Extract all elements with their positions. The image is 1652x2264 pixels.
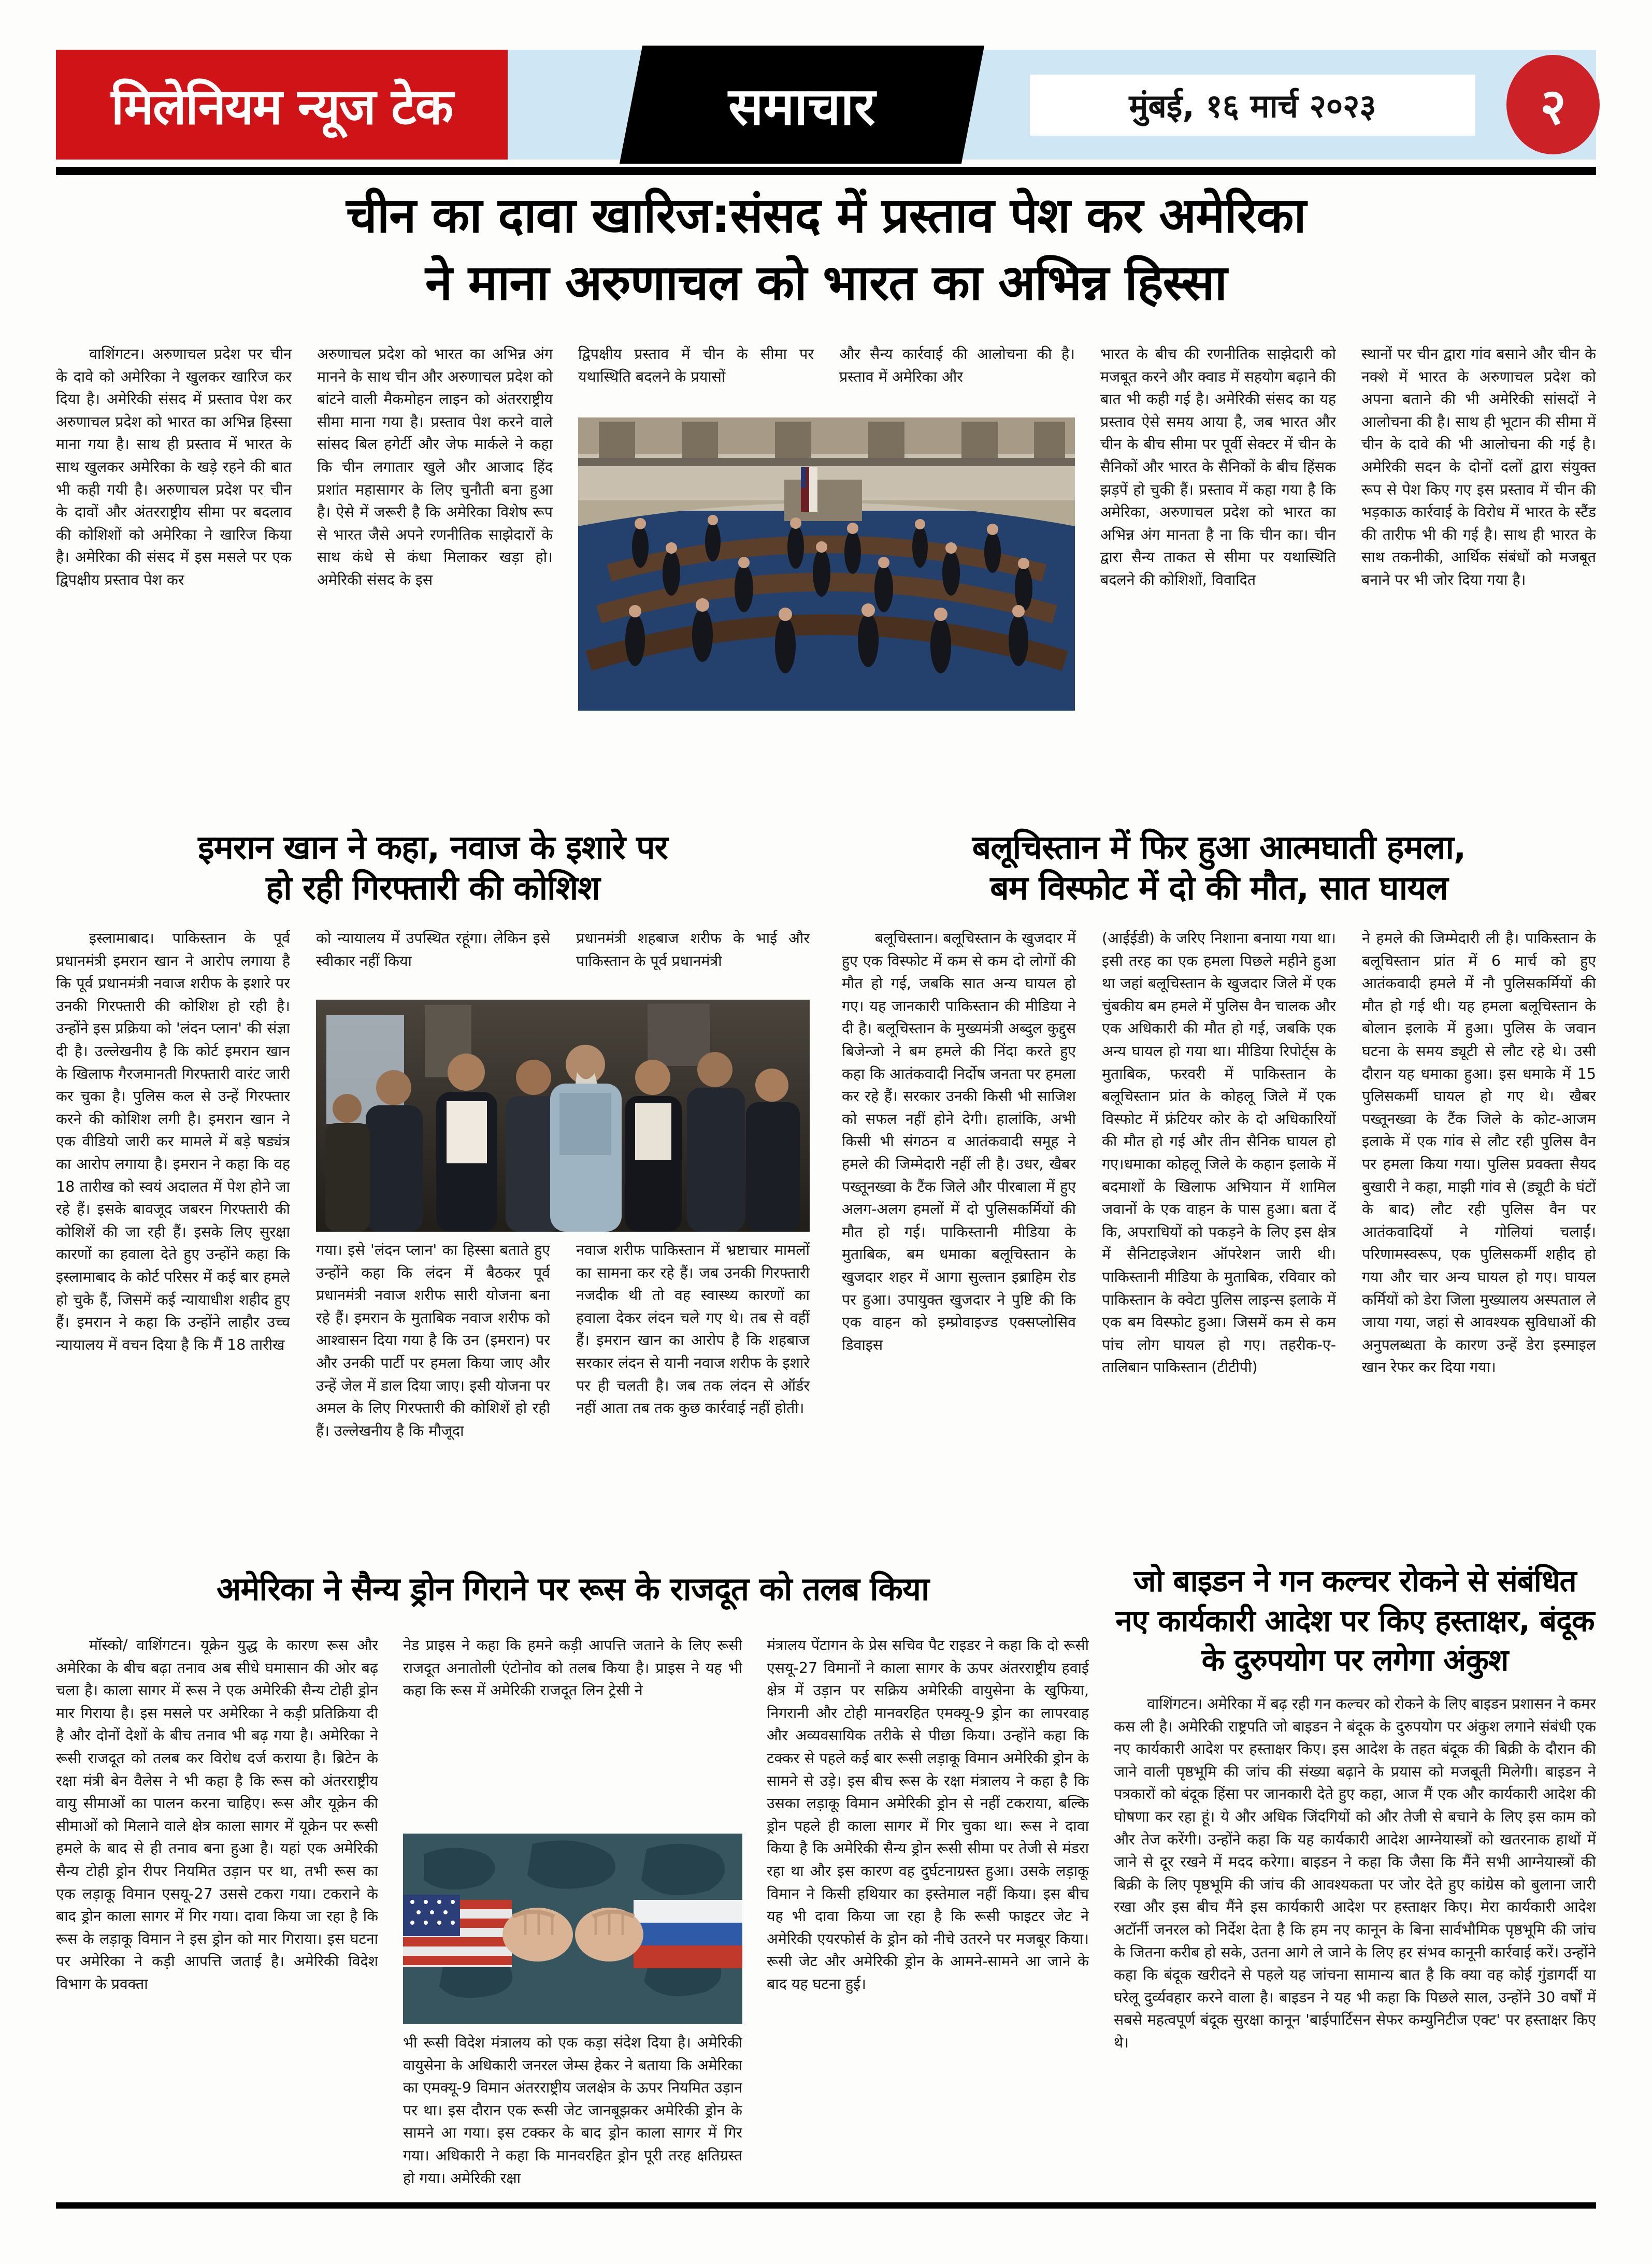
biden-headline-line2: नए कार्यकारी आदेश पर किए हस्ताक्षर, बंदूक (1115, 1603, 1594, 1638)
page-bottom-rule (56, 2202, 1596, 2209)
baloch-headline-line1: बलूचिस्तान में फिर हुआ आत्मघाती हमला, (972, 829, 1466, 867)
imran-headline (56, 828, 810, 909)
masthead-rule (56, 167, 1596, 175)
baloch-headline-line2: बम विस्फोट में दो की मौत, सात घायल (990, 869, 1448, 908)
imran-photo (316, 1000, 810, 1232)
baloch-column-2: (आईईडी) के जरिए निशाना बनाया गया था। इसी तरह का एक हमला पिछले महीने हुआ था जहां बलूचिस्तान के खुजदार जिले में एक चुंबकीय बम हमले में पुलिस वैन चालक और एक अधिकारी की मौत हो गई, जबकि एक अन्य घायल हो गया था। मीडिया रिपोर्ट्स के मुताबिक, फरवरी में पाकिस्तान के बलूचिस्तान प्रांत के कोहलू जिले में एक विस्फोट में फ्रंटियर कोर के दो अधिकारियों की मौत हो गई और तीन सैनिक घायल हो गए।धमाका कोहलू जिले के कहान इलाके में बदमाशों के खिलाफ अभियान में शामिल जवानों के एक वाहन के पास हुआ। बता दें कि, अपराधियों को पकड़ने के लिए इस क्षेत्र में सैनिटाइजेशन ऑपरेशन जारी थी। पाकिस्तानी मीडिया के मुताबिक, रविवार को पाकिस्तान के क्वेटा पुलिस लाइन्स इलाके में एक बम विस्फोट हुआ। जिसमें कम से कम पांच लोग घायल हो गए। तहरीक-ए-तालिबान पाकिस्तान (टीटीपी) (1102, 930, 1336, 1376)
lead-headline (56, 182, 1596, 316)
baloch-column-3: ने हमले की जिम्मेदारी ली है। पाकिस्तान के बलूचिस्तान प्रांत में 6 मार्च को हुए आतंकवादी हमले में नौ पुलिसकर्मियों की मौत हो गई थी। यह हमला बलूचिस्तान के बोलान इलाके में हुआ। पुलिस के जवान घटना के समय ड्यूटी से लौट रहे थे। उसी दौरान यह धमाका हुआ। इस धमाके में 15 पुलिसकर्मी घायल हो गए थे। खैबर पख्तूनख्वा के टैंक जिले के कोट-आजम इलाके में एक गांव से लौट रही पुलिस वैन पर हमला किया गया। पुलिस प्रवक्ता सैयद बुखारी ने कहा, माझी गांव से (ड्यूटी के घंटों के बाद) लौट रही पुलिस वैन पर आतंकवादियों ने गोलियां चलाईं। परिणामस्वरूप, एक पुलिसकर्मी शहीद हो गया और चार अन्य घायल हो गए। घायल कर्मियों को डेरा जिला मुख्यालय अस्पताल ले जाया गया, जहां से आवश्यक सुविधाओं की अनुपलब्धता के कारण उन्हें डेरा इस्माइल खान रेफर कर दिया गया। (1362, 930, 1596, 1376)
drone-column-1: मॉस्को/ वाशिंगटन। यूक्रेन युद्ध के कारण रूस और अमेरिका के बीच बढ़ा तनाव अब सीधे घमासान की ओर बढ़ चला है। काला सागर में रूस ने एक अमेरिकी सैन्य टोही ड्रोन मार गिराया है। इस मसले पर अमेरिका ने कड़ी प्रतिक्रिया दी है और दोनों देशों के बीच तनाव भी बढ़ गया है। अमेरिका ने रूसी राजदूत को तलब कर विरोध दर्ज कराया है। ब्रिटेन के रक्षा मंत्री बेन वैलेस ने भी कहा है कि रूस को अंतरराष्ट्रीय वायु सीमाओं का पालन करना चाहिए। रूस और यूक्रेन की सीमाओं को मिलाने वाले क्षेत्र काला सागर में यूक्रेन पर रूसी हमले के बाद से ही तनाव बना हुआ है। यहां एक अमेरिकी सैन्य टोही ड्रोन रीपर नियमित उड़ान पर था, तभी रूस का एक लड़ाकू विमान एसयू-27 उससे टकरा गया। टकराने के बाद ड्रोन काला सागर में गिर गया। दावा किया जा रहा है कि रूस के लड़ाकू विमान ने इस ड्रोन को मार गिराया। इस घटना पर अमेरिका ने कड़ी आपत्ति जताई है। अमेरिकी विदेश विभाग के प्रवक्ता (56, 1637, 378, 1993)
drone-column-3: मंत्रालय पेंटागन के प्रेस सचिव पैट राइडर ने कहा कि दो रूसी एसयू-27 विमानों ने काला सागर के ऊपर अंतरराष्ट्रीय हवाई क्षेत्र में उड़ान पर सक्रिय अमेरिकी वायुसेना के खुफिया, निगरानी और टोही मानवरहित एमक्यू-9 ड्रोन का लापरवाह और अव्यवसायिक तरीके से पीछा किया। उन्होंने कहा कि टक्कर से पहले कई बार रूसी लड़ाकू विमान अमेरिकी ड्रोन के सामने से उड़े। इस बीच रूस के रक्षा मंत्रालय ने कहा है कि उसका लड़ाकू विमान अमेरिकी ड्रोन से नहीं टकराया, बल्कि ड्रोन पहले ही काला सागर में गिर चुका था। रूस ने दावा किया है कि अमेरिकी सैन्य ड्रोन रूसी सीमा पर तेजी से मंडरा रहा था और इस कारण वह दुर्घटनाग्रस्त हुआ। उसके लड़ाकू विमान ने किसी हथियार का इस्तेमाल नहीं किया। इस बीच यह भी दावा किया जा रहा है कि रूसी फाइटर जेट ने अमेरिकी एयरफोर्स के ड्रोन को नीचे उतरने पर मजबूर किया। रूसी जेट और अमेरिकी ड्रोन के आमने-सामने आ जाने के बाद यह घटना हुई। (767, 1637, 1089, 1993)
lead-column-3-top: द्विपक्षीय प्रस्ताव में चीन के सीमा पर यथास्थिति बदलने के प्रयासों (578, 345, 814, 385)
biden-headline (1114, 1561, 1596, 1680)
newspaper-brand: मिलेनियम न्यूज टेक (56, 50, 508, 160)
section-name: समाचार (728, 76, 875, 137)
flags-photo-art (403, 1834, 742, 2024)
lead-headline-line1: चीन का दावा खारिज:संसद में प्रस्ताव पेश कर अमेरिका (346, 188, 1306, 244)
biden-headline-line1: जो बाइडन ने गन कल्चर रोकने से संबंधित (1133, 1563, 1576, 1598)
drone-column-2-top: नेड प्राइस ने कहा कि हमने कड़ी आपत्ति जताने के लिए रूसी राजदूत अनातोली एंटोनोव को तलब किया है। प्राइस ने यह भी कहा कि रूस में अमेरिकी राजदूत लिन ट्रेसी ने (403, 1637, 742, 1699)
biden-body: वाशिंगटन। अमेरिका में बढ़ रही गन कल्चर को रोकने के लिए बाइडन प्रशासन ने कमर कस ली है। अमेरिकी राष्ट्रपति जो बाइडन ने बंदूक के दुरुपयोग पर अंकुश लगाने संबंधी एक नए कार्यकारी आदेश पर हस्ताक्षर किए। इस आदेश के तहत बंदूक की बिक्री के दौरान की जाने वाली पृष्ठभूमि की जांच की संख्या बढ़ाने के प्रयास को मजबूती मिलेगी। बाइडन ने पत्रकारों को बंदूक हिंसा पर जानकारी देते हुए कहा, आज मैं एक और कार्यकारी आदेश की घोषणा कर रहा हूं। ये और अधिक जिंदगियों को और तेजी से बचाने के लिए इस काम को और तेज करेंगी। उन्होंने कहा कि यह कार्यकारी आदेश आग्नेयास्त्रों को खतरनाक हाथों में जाने से दूर रखने में मदद करेगा। बाइडन ने कहा कि जैसा कि मैंने सभी आग्नेयास्त्रों की बिक्री के लिए पृष्ठभूमि की जांच की आवश्यकता पर जोर देते हुए कांग्रेस को बुलाना जारी रखा और इस बीच मैंने इस कार्यकारी आदेश पर हस्ताक्षर किए। मेरा कार्यकारी आदेश अटॉर्नी जनरल को निर्देश देता है कि हम नए कानून के बिना सार्वभौमिक पृष्ठभूमि की जांच के जितना करीब हो सके, उतना आगे ले जाने के लिए हर संभव कानूनी कार्रवाई करें। उन्होंने कहा कि बंदूक खरीदने से पहले यह जांचना सामान्य बात है कि क्या वह कोई गुंडागर्दी या घरेलू दुर्व्यवहार करने वाला है। बाइडन ने यह भी कहा कि पिछले साल, उन्होंने 30 वर्षों में सबसे महत्वपूर्ण बंदूक सुरक्षा कानून 'बाईपार्टिसन सेफर कम्युनिटीज एक्ट' पर हस्ताक्षर किए थे। (1114, 1695, 1596, 2051)
baloch-headline (842, 828, 1596, 909)
imran-column-2-bottom: गया। इसे 'लंदन प्लान' का हिस्सा बताते हुए उन्होंने कहा कि लंदन में बैठकर पूर्व प्रधानमंत्री नवाज शरीफ सारी योजना बना रहे हैं। इमरान के मुताबिक नवाज शरीफ को आश्वासन दिया गया है कि उन (इमरान) पर और उनकी पार्टी पर हमला किया जाए और उन्हें जेल में डाल दिया जाए। इसी योजना पर अमल के लिए गिरफ्तारी की कोशिशें हो रही हैं। उल्लेखनीय है कि मौजूदा (316, 1242, 550, 1439)
imran-column-3-bottom: नवाज शरीफ पाकिस्तान में भ्रष्टाचार मामलों का सामना कर रहे हैं। जब उनकी गिरफ्तारी नजदीक थी तो वह स्वास्थ्य कारणों का हवाला देकर लंदन चले गए थे। तब से वहीं हैं। इमरान खान का आरोप है कि शहबाज सरकार लंदन से यानी नवाज शरीफ के इशारे पर ही चलती है। जब तक लंदन से ऑर्डर नहीं आता तब तक कुछ कार्रवाई नहीं होती। (576, 1242, 810, 1417)
lead-headline-line2: ने माना अरुणाचल को भारत का अभिन्न हिस्सा (425, 254, 1227, 311)
imran-headline-line1: इमरान खान ने कहा, नवाज के इशारे पर (198, 829, 668, 867)
imran-column-2-top: को न्यायालय में उपस्थित रहूंगा। लेकिन इसे स्वीकार नहीं किया (316, 930, 550, 970)
lead-column-5: भारत के बीच की रणनीतिक साझेदारी को मजबूत करने और क्वाड में सहयोग बढ़ाने की बात भी कही गई है। अमेरिकी संसद का यह प्रस्ताव ऐसे समय आया है, जब भारत और चीन के बीच सीमा पर पूर्वी सेक्टर में चीन के सैनिकों और भारत के सैनिकों के बीच हिंसक झड़पें हो चुकी हैं। प्रस्ताव में कहा गया है कि अमेरिका, अरुणाचल प्रदेश को भारत का अभिन्न अंग मानता है ना कि चीन का। चीन द्वारा सैन्य ताकत से सीमा पर यथास्थिति बदलने की कोशिशों, विवादित (1100, 345, 1336, 588)
senate-photo (578, 417, 1075, 711)
lead-column-2: अरुणाचल प्रदेश को भारत का अभिन्न अंग मानने के साथ चीन और अरुणाचल प्रदेश को बांटने वाली मैकमोहन लाइन को अंतरराष्ट्रीय सीमा माना गया है। प्रस्ताव पेश करने वाले सांसद बिल हगेर्टी और जेफ मार्कले ने कहा कि चीन लगातार खुले और आजाद हिंद प्रशांत महासागर के लिए चुनौती बना हुआ है। ऐसे में जरूरी है कि अमेरिका विशेष रूप से भारत जैसे अपने रणनीतिक साझेदारों के साथ कंधे से कंधा मिलाकर खड़ा हो। अमेरिकी संसद के इस (317, 345, 553, 588)
drone-headline: अमेरिका ने सैन्य ड्रोन गिराने पर रूस के राजदूत को तलब किया (216, 1570, 929, 1608)
baloch-column-1: बलूचिस्तान। बलूचिस्तान के खुजदार में हुए एक विस्फोट में कम से कम दो लोगों की मौत हो गई, जबकि सात अन्य घायल हो गए। यह जानकारी पाकिस्तान की मीडिया ने दी है। बलूचिस्तान के मुख्यमंत्री अब्दुल कुद्दुस बिजेन्जो ने बम हमले की निंदा करते हुए कहा कि आतंकवादी निर्दोष जनता पर हमला कर रहे हैं। सरकार उनकी किसी भी साजिश को सफल नहीं होने देगी। हालांकि, अभी किसी भी संगठन व आतंकवादी समूह ने हमले की जिम्मेदारी नहीं ली है। उधर, खैबर पख्तूनख्वा के टैंक जिले और पीरबाला में हुए अलग-अलग हमलों में दो पुलिसकर्मियों की मौत हो गई। पाकिस्तानी मीडिया के मुताबिक, बम धमाका बलूचिस्तान के खुजदार शहर में आगा सुल्तान इब्राहिम रोड पर हुआ। उपायुक्त खुजदार ने पुष्टि की कि एक वाहन को इम्प्रोवाइज्ड एक्सप्लोसिव डिवाइस (842, 930, 1076, 1353)
lead-column-4-top: और सैन्य कार्रवाई की आलोचना की है। प्रस्ताव में अमेरिका और (839, 345, 1075, 385)
imran-column-1: इस्लामाबाद। पाकिस्तान के पूर्व प्रधानमंत्री इमरान खान ने आरोप लगाया है कि पूर्व प्रधानमंत्री नवाज शरीफ के इशारे पर उनकी गिरफ्तारी की कोशिश हो रही है। उन्होंने इस प्रक्रिया को 'लंदन प्लान' की संज्ञा दी है। उल्लेखनीय है कि कोर्ट इमरान खान के खिलाफ गैरजमानती गिरफ्तारी वारंट जारी कर चुका है। पुलिस कल से उन्हें गिरफ्तार करने की कोशिश लगी है। इमरान खान ने एक वीडियो जारी कर मामले में बड़े षड्यंत्र का आरोप लगाया है। इमरान ने कहा कि वह 18 तारीख को स्वयं अदालत में पेश होने जा रहे हैं। इसके बावजूद जबरन गिरफ्तारी की कोशिशें की जा रही हैं। इसके लिए सुरक्षा कारणों का हवाला देते हुए उन्होंने कहा कि इस्लामाबाद के कोर्ट परिसर में कई बार हमले हो चुके हैं, जिसमें कई न्यायाधीश शहीद हुए हैं। इमरान ने कहा कि उन्होंने लाहौर उच्च न्यायालय में वचन दिया है कि मैं 18 तारीख (56, 930, 290, 1353)
page-number-badge: २ (1506, 55, 1600, 154)
imran-photo-art (316, 1000, 810, 1232)
dateline-box: मुंबई, १६ मार्च २०२३ (1030, 75, 1475, 136)
drone-column-2-bottom: भी रूसी विदेश मंत्रालय को एक कड़ा संदेश दिया है। अमेरिकी वायुसेना के अधिकारी जनरल जेम्स हेकर ने बताया कि अमेरिका का एमक्यू-9 विमान अंतरराष्ट्रीय जलक्षेत्र के ऊपर नियमित उड़ान पर था। इस दौरान एक रूसी जेट जानबूझकर अमेरिकी ड्रोन के सामने आ गया। इस टक्कर के बाद ड्रोन काला सागर में गिर गया। अधिकारी ने कहा कि मानवरहित ड्रोन पूरी तरह क्षतिग्रस्त हो गया। अमेरिकी रक्षा (403, 2034, 742, 2187)
imran-column-3-top: प्रधानमंत्री शहबाज शरीफ के भाई और पाकिस्तान के पूर्व प्रधानमंत्री (576, 930, 810, 970)
biden-headline-line3: के दुरुपयोग पर लगेगा अंकुश (1201, 1642, 1509, 1678)
flags-photo (403, 1834, 742, 2024)
senate-photo-art (578, 417, 1075, 711)
lead-column-6: स्थानों पर चीन द्वारा गांव बसाने और चीन के नक्शे में भारत के अरुणाचल प्रदेश को अपना बताने की भी अमेरिकी सांसदों ने आलोचना की है। साथ ही भूटान की सीमा में चीन के दावे की भी आलोचना की गई है। अमेरिकी सदन के दोनों दलों द्वारा संयुक्त रूप से पेश किए गए इस प्रस्ताव में चीन की भड़काऊ कार्रवाई के विरोध में भारत के स्टैंड की तारीफ भी की गई है। साथ ही भारत के साथ तकनीकी, आर्थिक संबंधों को मजबूत बनाने पर भी जोर दिया गया है। (1361, 345, 1596, 588)
lead-column-1: वाशिंगटन। अरुणाचल प्रदेश पर चीन के दावे को अमेरिका ने खुलकर खारिज कर दिया है। अमेरिकी संसद में प्रस्ताव पेश कर अरुणाचल प्रदेश को भारत का अभिन्न हिस्सा माना गया है। साथ ही प्रस्ताव में भारत के साथ खुलकर अमेरिका के खड़े रहने की बात भी कही गयी है। अरुणाचल प्रदेश पर चीन के दावों और अंतरराष्ट्रीय सीमा पर बदलाव की कोशिशों को अमेरिका ने खारिज किया है। अमेरिका की संसद में इस मसले पर एक द्विपक्षीय प्रस्ताव पेश कर (56, 345, 292, 588)
imran-headline-line2: हो रही गिरफ्तारी की कोशिश (266, 869, 600, 908)
section-flag (620, 46, 984, 164)
masthead (56, 50, 1596, 160)
